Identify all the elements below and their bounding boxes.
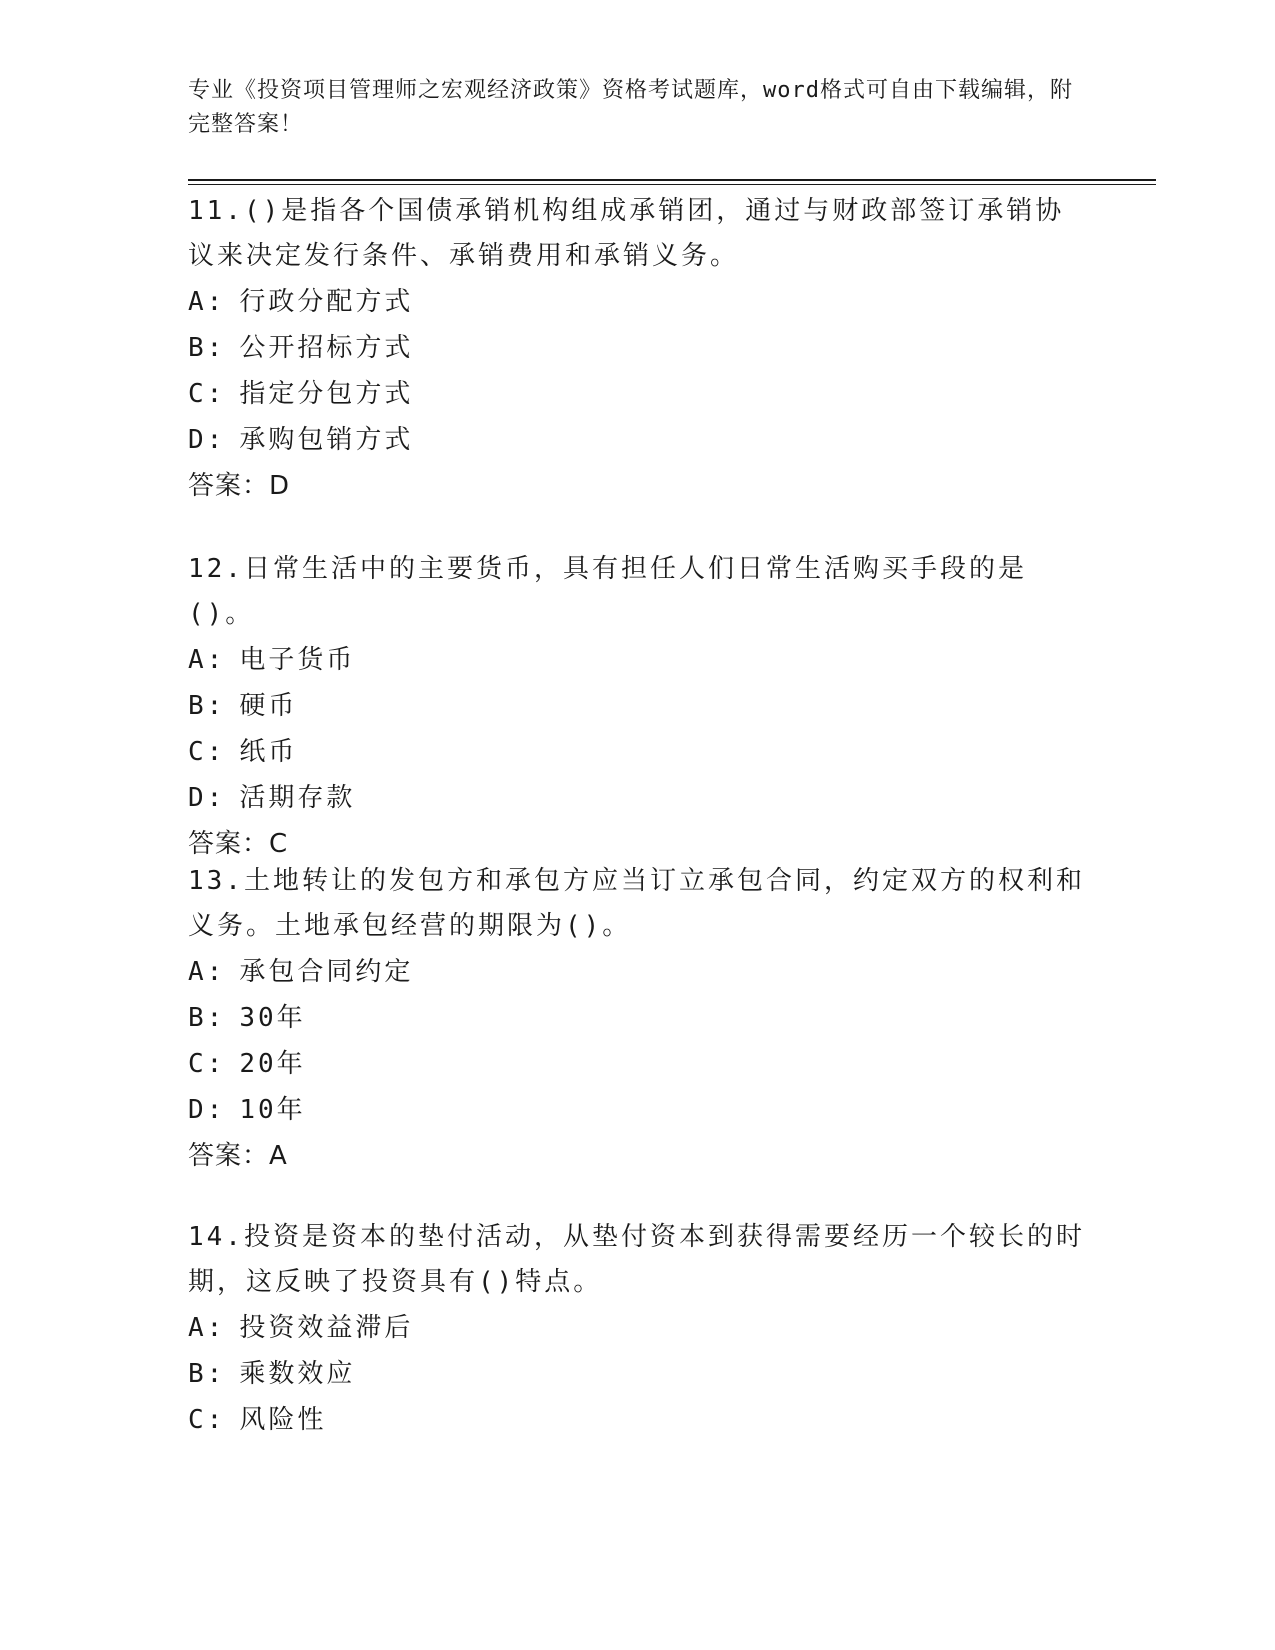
- option-letter: D:: [188, 1095, 226, 1125]
- option-text: 硬币: [239, 691, 298, 721]
- question-12: [188, 547, 1088, 867]
- option-text: 风险性: [239, 1405, 327, 1435]
- option-a: [188, 1305, 1088, 1351]
- option-text: 指定分包方式: [239, 379, 414, 409]
- option-text: 10年: [239, 1095, 306, 1125]
- option-text: 纸币: [239, 737, 298, 767]
- option-d: [188, 1087, 1088, 1133]
- option-text: 投资效益滞后: [239, 1313, 414, 1343]
- question-stem: 12.日常生活中的主要货币，具有担任人们日常生活购买手段的是()。: [188, 554, 1027, 629]
- option-text: 承购包销方式: [239, 425, 414, 455]
- option-d: [188, 775, 1088, 821]
- answer-line: 答案：D: [188, 471, 291, 501]
- option-text: 承包合同约定: [239, 957, 414, 987]
- option-letter: D:: [188, 783, 226, 813]
- header-divider-thin: [188, 184, 1156, 185]
- question-stem: 14.投资是资本的垫付活动，从垫付资本到获得需要经历一个较长的时期，这反映了投资具有()特点。: [188, 1222, 1085, 1297]
- option-b: [188, 683, 1088, 729]
- option-letter: C:: [188, 737, 226, 767]
- option-text: 公开招标方式: [239, 333, 414, 363]
- document-header: 专业《投资项目管理师之宏观经济政策》资格考试题库，word格式可自由下载编辑，附完整答案！: [188, 78, 1073, 137]
- question-14: [188, 1215, 1088, 1443]
- option-a: [188, 949, 1088, 995]
- option-d: [188, 417, 1088, 463]
- option-a: [188, 637, 1088, 683]
- option-text: 乘数效应: [239, 1359, 356, 1389]
- option-c: [188, 1397, 1088, 1443]
- option-letter: B:: [188, 691, 226, 721]
- option-letter: B:: [188, 1003, 226, 1033]
- option-text: 活期存款: [239, 783, 356, 813]
- option-text: 行政分配方式: [239, 287, 414, 317]
- answer-line: 答案：C: [188, 829, 289, 859]
- question-13: [188, 859, 1088, 1179]
- option-c: [188, 1041, 1088, 1087]
- option-letter: A:: [188, 287, 226, 317]
- option-letter: B:: [188, 1359, 226, 1389]
- option-text: 20年: [239, 1049, 306, 1079]
- question-stem: 13.土地转让的发包方和承包方应当订立承包合同，约定双方的权利和义务。土地承包经营的期限为()。: [188, 866, 1085, 941]
- option-letter: B:: [188, 333, 226, 363]
- option-c: [188, 371, 1088, 417]
- option-letter: D:: [188, 425, 226, 455]
- option-letter: A:: [188, 1313, 226, 1343]
- option-text: 电子货币: [239, 645, 356, 675]
- header-divider-thick: [188, 179, 1156, 181]
- option-a: [188, 279, 1088, 325]
- question-11: [188, 189, 1088, 509]
- option-b: [188, 1351, 1088, 1397]
- option-text: 30年: [239, 1003, 306, 1033]
- option-letter: C:: [188, 1405, 226, 1435]
- option-b: [188, 995, 1088, 1041]
- option-letter: C:: [188, 1049, 226, 1079]
- option-c: [188, 729, 1088, 775]
- option-b: [188, 325, 1088, 371]
- option-letter: A:: [188, 957, 226, 987]
- answer-line: 答案：A: [188, 1141, 288, 1171]
- option-letter: A:: [188, 645, 226, 675]
- question-stem: 11.()是指各个国债承销机构组成承销团，通过与财政部签订承销协议来决定发行条件、承销费用和承销义务。: [188, 196, 1065, 271]
- option-letter: C:: [188, 379, 226, 409]
